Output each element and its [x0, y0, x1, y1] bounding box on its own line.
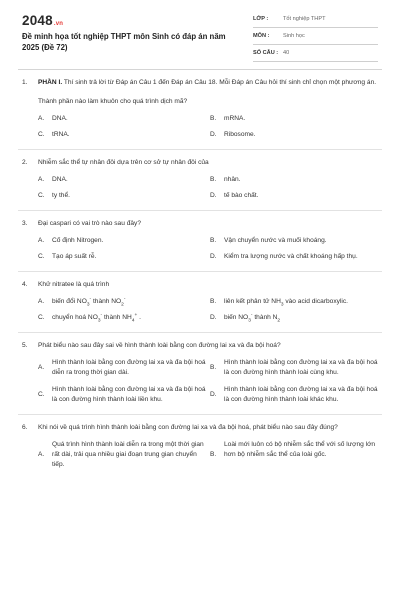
part-label: PHẦN I. — [38, 79, 63, 86]
option-text: Tạo áp suất rễ. — [52, 253, 97, 260]
question-divider — [18, 414, 382, 415]
option-c[interactable] — [38, 313, 210, 323]
option-text: Kiểm tra lượng nước và chất khoáng hấp thụ. — [224, 253, 358, 260]
question-3 — [22, 219, 378, 262]
question-divider — [18, 149, 382, 150]
option-b[interactable] — [210, 297, 382, 307]
option-text: Hình thành loài bằng con đường lai xa và đa bội hoá là con đường hình thành loài cùng khu. — [224, 359, 378, 376]
option-d[interactable] — [210, 252, 382, 262]
question-text: Phát biểu nào sau đây sai về hình thành loài bằng con đường lai xa và đa bội hoá? — [38, 342, 281, 349]
question-instruction — [38, 78, 378, 88]
option-text: Hình thành loài bằng con đường lai xa và đa bội hoá diễn ra trong thời gian dài. — [52, 359, 206, 376]
option-letter: D. — [210, 253, 217, 260]
option-c[interactable] — [38, 191, 210, 201]
meta-key: LỚP : — [253, 16, 269, 22]
option-letter: B. — [210, 176, 217, 183]
option-grid — [38, 440, 378, 470]
question-list — [0, 78, 400, 470]
instruction-text: Thí sinh trả lời từ Đáp án Câu 1 đến Đáp án Câu 18. Mỗi Đáp án Câu hỏi thí sinh chỉ chọn một phương án. — [63, 79, 377, 86]
option-letter: C. — [38, 131, 45, 138]
option-letter: B. — [210, 298, 217, 305]
option-text: chuyển hoá $NO_3^-$ thành $NH_4^+$ . — [52, 312, 141, 324]
option-b[interactable] — [210, 114, 382, 124]
document-header — [0, 0, 400, 62]
logo-suffix: .vn — [53, 21, 64, 27]
question-divider — [18, 210, 382, 211]
option-letter: B. — [210, 115, 217, 122]
option-letter: D. — [210, 131, 217, 138]
meta-row-class — [253, 14, 378, 28]
option-letter: D. — [210, 192, 217, 199]
option-text: Vận chuyển nước và muối khoáng. — [224, 237, 327, 244]
option-grid — [38, 236, 378, 262]
option-c[interactable] — [38, 252, 210, 262]
option-text: Cố định Nitrogen. — [52, 237, 104, 244]
question-text: Khi nói về quá trình hình thành loài bằng con đường lai xa và đa bội hoá, phát biểu nào sau đây đúng? — [38, 424, 338, 431]
question-text: Thành phần nào làm khuôn cho quá trình dịch mã? — [38, 98, 188, 105]
meta-value: 40 — [283, 50, 290, 56]
option-letter: A. — [38, 364, 45, 371]
option-text: Quá trình hình thành loài diễn ra trong một thời gian rất dài, trải qua nhiều giai đoạn trung gian chuyển tiếp. — [52, 441, 204, 468]
option-letter: C. — [38, 192, 45, 199]
option-a[interactable] — [38, 236, 210, 246]
option-letter: A. — [38, 176, 45, 183]
option-text: Ribosome. — [224, 131, 256, 138]
option-a[interactable] — [38, 114, 210, 124]
question-number: 3. — [22, 220, 28, 227]
option-text: tRNA. — [52, 131, 70, 138]
option-letter: A. — [38, 115, 45, 122]
question-number: 6. — [22, 424, 28, 431]
option-text: biến đổi $NO_3^-$ thành $NO_2^-$ — [52, 296, 126, 308]
option-letter: C. — [38, 314, 45, 321]
option-b[interactable] — [210, 175, 382, 185]
option-d[interactable] — [210, 313, 382, 323]
option-letter: A. — [38, 451, 45, 458]
option-c[interactable] — [38, 385, 210, 405]
question-number: 4. — [22, 281, 28, 288]
option-letter: C. — [38, 253, 45, 260]
question-divider — [18, 271, 382, 272]
document-meta — [253, 14, 378, 65]
option-text: tế bào chất. — [224, 192, 259, 199]
option-text: mRNA. — [224, 115, 246, 122]
option-a[interactable] — [38, 358, 210, 378]
option-letter: A. — [38, 298, 45, 305]
option-b[interactable] — [210, 440, 382, 470]
question-2 — [22, 158, 378, 201]
option-letter: B. — [210, 364, 217, 371]
question-number: 5. — [22, 342, 28, 349]
option-grid — [38, 358, 378, 405]
option-text: biến $NO_3^-$ thành $N_2$ — [224, 312, 281, 324]
option-text: ty thể. — [52, 192, 70, 199]
option-a[interactable] — [38, 440, 210, 470]
question-1 — [22, 78, 378, 140]
option-a[interactable] — [38, 297, 210, 307]
question-divider — [18, 332, 382, 333]
question-text: Khử nitratee là quá trình — [38, 281, 110, 288]
option-letter: A. — [38, 237, 45, 244]
meta-key: SỐ CÂU : — [253, 50, 279, 56]
option-grid — [38, 297, 378, 323]
option-d[interactable] — [210, 385, 382, 405]
option-letter: D. — [210, 314, 217, 321]
option-letter: B. — [210, 237, 217, 244]
option-text: liên kết phân tử $NH_3$ vào acid dicarboxylic. — [224, 298, 349, 308]
option-b[interactable] — [210, 236, 382, 246]
meta-row-count — [253, 48, 378, 62]
meta-key: MÔN : — [253, 33, 270, 39]
option-letter: D. — [210, 391, 217, 398]
meta-value: Sinh học — [283, 33, 305, 39]
option-text: Loài mới luôn có bộ nhiễm sắc thể với số lượng lớn hơn bộ nhiễm sắc thể của loài gốc. — [224, 441, 376, 458]
meta-row-subject — [253, 31, 378, 45]
question-6 — [22, 423, 378, 470]
option-b[interactable] — [210, 358, 382, 378]
site-logo[interactable] — [22, 13, 63, 28]
question-5 — [22, 341, 378, 405]
logo-text: 2048 — [22, 13, 53, 28]
question-number: 2. — [22, 159, 28, 166]
document-title: Đề minh họa tốt nghiệp THPT môn Sinh có đáp án năm 2025 (Đề 72) — [22, 32, 226, 52]
option-text: DNA. — [52, 176, 68, 183]
option-grid — [38, 175, 378, 201]
question-4 — [22, 280, 378, 323]
option-letter: C. — [38, 391, 45, 398]
option-c[interactable] — [38, 130, 210, 140]
option-text: Hình thành loài bằng con đường lai xa và đa bội hoá là con đường hình thành loài khác khu. — [224, 386, 378, 403]
option-grid — [38, 114, 378, 140]
header-divider — [18, 69, 382, 70]
option-letter: B. — [210, 451, 217, 458]
option-text: DNA. — [52, 115, 68, 122]
option-text: Hình thành loài bằng con đường lai xa và đa bội hoá là con đường hình thành loài liền khu. — [52, 386, 206, 403]
question-text: Đại caspari có vai trò nào sau đây? — [38, 220, 141, 227]
option-text: nhân. — [224, 176, 241, 183]
option-d[interactable] — [210, 130, 382, 140]
question-number: 1. — [22, 79, 28, 86]
option-a[interactable] — [38, 175, 210, 185]
option-d[interactable] — [210, 191, 382, 201]
meta-value: Tốt nghiệp THPT — [283, 16, 326, 22]
question-text: Nhiễm sắc thể tự nhân đôi dựa trên cơ sở tự nhân đôi của — [38, 159, 209, 166]
